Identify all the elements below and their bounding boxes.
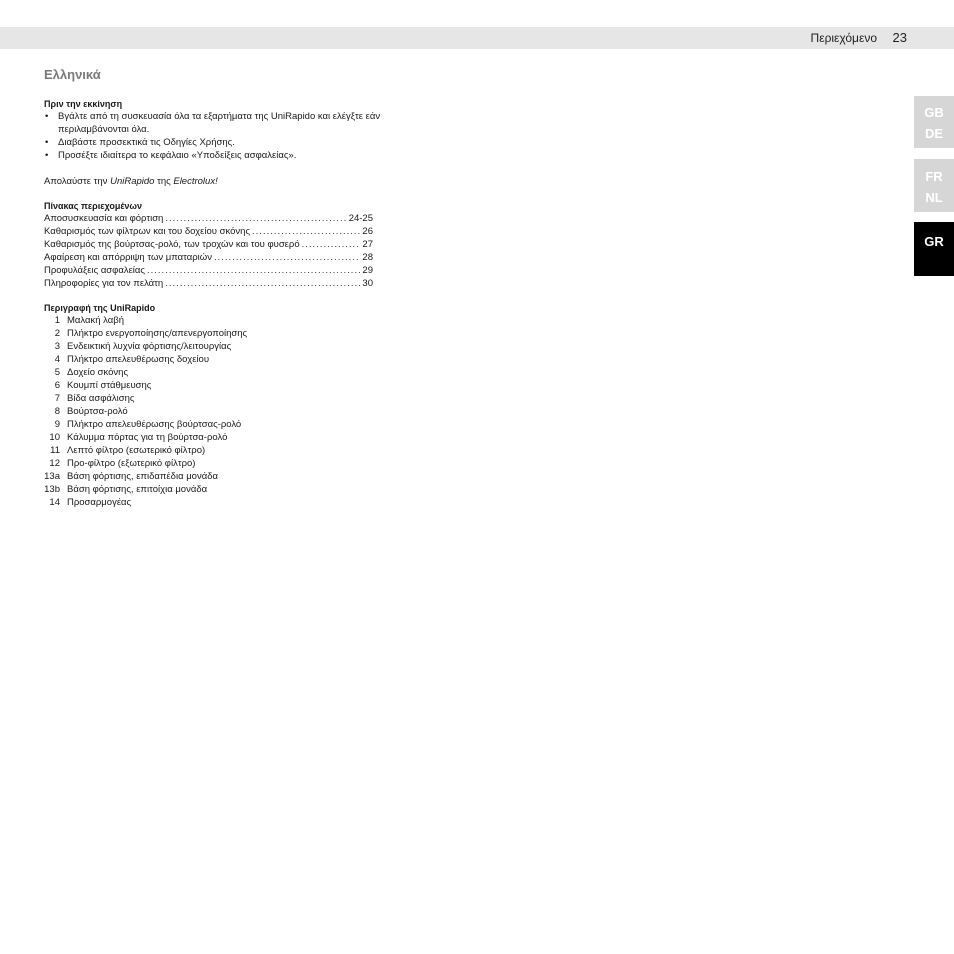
page-number: 23 [892,30,907,45]
toc-row[interactable] [44,225,373,238]
part-number: 5 [54,367,60,378]
part-label: Πλήκτρο απελευθέρωσης βούρτσας-ρολό [67,419,242,430]
list-item [44,444,444,457]
part-number: 13a [44,471,60,482]
part-label: Προσαρμογέας [67,497,132,508]
list-item [44,379,444,392]
toc-page: 24-25 [348,213,373,224]
enjoy-product: UniRapido [110,176,155,187]
part-number: 9 [54,419,60,430]
part-number: 2 [54,328,60,339]
language-tab-gr[interactable] [914,222,954,276]
toc-label: Αποσυσκευασία και φόρτιση [44,213,164,224]
part-number: 3 [54,341,60,352]
enjoy-middle: της [154,176,174,187]
part-number: 1 [54,315,60,326]
table-of-contents [44,212,373,290]
part-number: 13b [44,484,60,495]
toc-page: 29 [362,265,373,276]
part-label: Προ-φίλτρο (εξωτερικό φίλτρο) [67,458,196,469]
part-number: 11 [50,445,60,456]
toc-label: Αφαίρεση και απόρριψη των μπαταριών [44,252,212,263]
language-tab-fr-nl[interactable] [914,159,954,212]
toc-row[interactable] [44,277,373,290]
toc-row[interactable] [44,251,373,264]
main-content [44,98,444,509]
list-item [44,431,444,444]
tab-label-gb: GB [924,105,944,120]
toc-label: Προφυλάξεις ασφαλείας [44,265,145,276]
toc-page: 27 [362,239,373,250]
toc-page: 26 [362,226,373,237]
part-number: 4 [54,354,60,365]
enjoy-line [44,175,444,188]
toc-label: Καθαρισμός των φίλτρων και του δοχείου σκόνης [44,226,251,237]
part-label: Μαλακή λαβή [67,315,125,326]
list-item [44,418,444,431]
before-start-list [44,110,444,162]
part-number: 10 [49,432,60,443]
toc-title: Πίνακας περιεχομένων [44,201,143,211]
list-item [44,392,444,405]
before-start-title: Πριν την εκκίνηση [44,99,123,109]
toc-row[interactable] [44,238,373,251]
toc-label: Καθαρισμός της βούρτσας-ρολό, των τροχών και του φυσερό [44,239,300,250]
part-label: Ενδεικτική λυχνία φόρτισης/λειτουργίας [67,341,232,352]
list-item [44,496,444,509]
part-label: Κάλυμμα πόρτας για τη βούρτσα-ρολό [67,432,228,443]
part-number: 7 [54,393,60,404]
list-item [44,149,444,162]
bullet-text: Βγάλτε από τη συσκευασία όλα τα εξαρτήματα της UniRapido και ελέγξτε εάν [58,111,381,122]
part-label: Βούρτσα-ρολό [67,406,128,417]
part-label: Βάση φόρτισης, επιδαπέδια μονάδα [67,471,218,482]
toc-label: Πληροφορίες για τον πελάτη [44,278,164,289]
parts-list [44,314,444,509]
list-item [44,340,444,353]
toc-page: 30 [362,278,373,289]
list-item [44,483,444,496]
list-item [44,366,444,379]
tab-label-fr: FR [925,169,943,184]
header-bar [0,27,954,49]
part-label: Βίδα ασφάλισης [67,393,135,404]
toc-row[interactable] [44,212,373,225]
enjoy-prefix: Απολαύστε την [44,176,111,187]
part-label: Πλήκτρο ενεργοποίησης/απενεργοποίησης [67,328,248,339]
tab-label-gr: GR [924,234,944,249]
toc-page: 28 [362,252,373,263]
bullet-text: Προσέξτε ιδιαίτερα το κεφάλαιο «Υποδείξεις ασφαλείας». [58,150,297,161]
part-number: 12 [49,458,60,469]
list-item [44,353,444,366]
tab-label-nl: NL [925,190,943,205]
part-number: 14 [49,497,60,508]
list-item [44,405,444,418]
description-title: Περιγραφή της UniRapido [44,303,156,313]
part-label: Πλήκτρο απελευθέρωσης δοχείου [67,354,210,365]
toc-row[interactable] [44,264,373,277]
part-number: 6 [54,380,60,391]
list-item [44,457,444,470]
list-item [44,314,444,327]
list-item [44,136,444,149]
part-label: Βάση φόρτισης, επιτοίχια μονάδα [67,484,208,495]
part-label: Δοχείο σκόνης [67,367,129,378]
part-label: Κουμπί στάθμευσης [67,380,152,391]
part-number: 8 [54,406,60,417]
bullet-text-continued: περιλαμβάνονται όλα. [58,124,150,135]
part-label: Λεπτό φίλτρο (εσωτερικό φίλτρο) [67,445,206,456]
language-heading: Ελληνικά [44,67,101,82]
enjoy-brand: Electrolux! [173,176,218,187]
list-item [44,470,444,483]
header-section-title: Περιεχόμενο [810,31,877,45]
tab-label-de: DE [924,126,944,141]
bullet-text: Διαβάστε προσεκτικά τις Οδηγίες Χρήσης. [58,137,235,148]
language-tab-gb-de[interactable] [914,96,954,148]
list-item [44,327,444,340]
list-item [44,110,444,136]
